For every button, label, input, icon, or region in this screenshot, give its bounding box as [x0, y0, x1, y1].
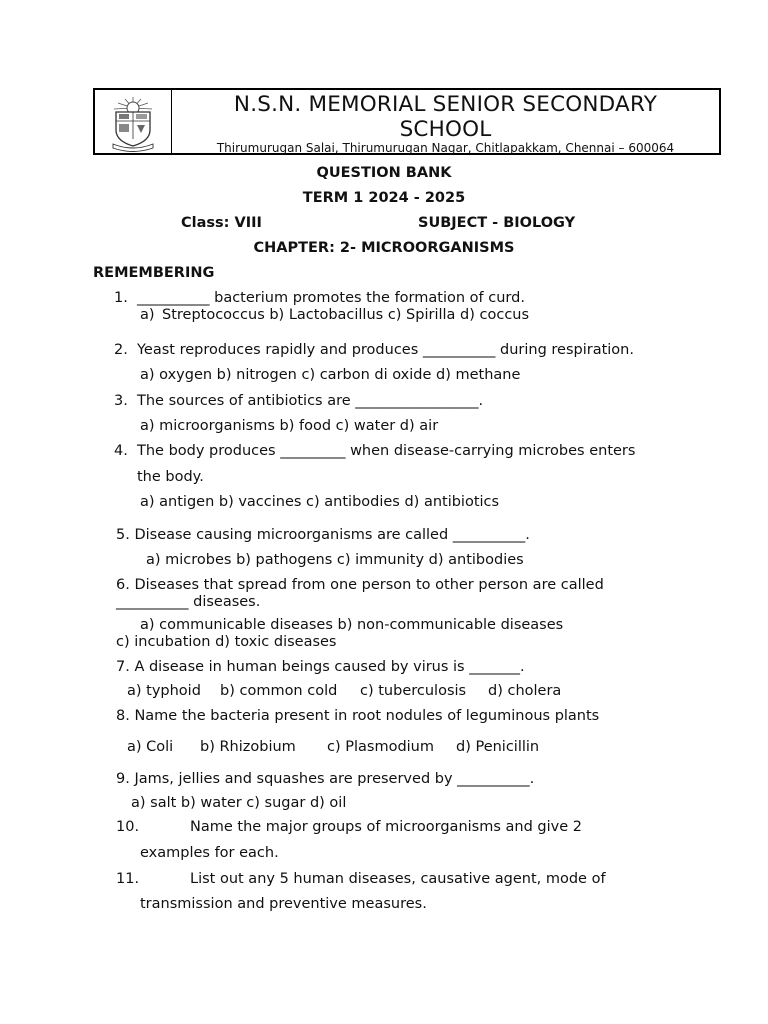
chapter-title: CHAPTER: 2- MICROORGANISMS [253, 240, 515, 256]
question-9-text: 9. Jams, jellies and squashes are preserved by __________. [116, 771, 535, 787]
question-2-options: a) oxygen b) nitrogen c) carbon di oxide d) methane [140, 367, 521, 383]
question-7-option-c: c) tuberculosis [360, 683, 467, 699]
question-4-number: 4. [114, 443, 128, 459]
question-3-options: a) microorganisms b) food c) water d) air [140, 418, 439, 434]
question-4-options: a) antigen b) vaccines c) antibodies d) antibiotics [140, 494, 500, 510]
school-address: Thirumurugan Salai, Thirumurugan Nagar, Chitlapakkam, Chennai – 600064 [216, 141, 675, 155]
question-10-number: 10. [116, 819, 140, 835]
term-title: TERM 1 2024 - 2025 [302, 190, 466, 206]
school-name [172, 92, 719, 142]
question-8-option-c: c) Plasmodium [327, 739, 434, 755]
question-8-option-d: d) Penicillin [456, 739, 540, 755]
question-5-text: 5. Disease causing microorganisms are called __________. [116, 527, 530, 543]
school-name-line1: N.S.N. MEMORIAL SENIOR SECONDARY [233, 92, 658, 117]
question-6-text-line2: __________ diseases. [116, 594, 261, 610]
question-7-text: 7. A disease in human beings caused by virus is _______. [116, 659, 525, 675]
question-1-number: 1. [114, 290, 128, 306]
question-10-text-line2: examples for each. [140, 845, 279, 861]
question-7-option-b: b) common cold [220, 683, 338, 699]
question-2-text: Yeast reproduces rapidly and produces __________ during respiration. [137, 342, 634, 358]
subject-label: SUBJECT - BIOLOGY [418, 215, 576, 231]
question-11-text-line1: List out any 5 human diseases, causative agent, mode of [190, 871, 606, 887]
question-4-text-line2: the body. [137, 469, 204, 485]
school-crest-icon [107, 94, 159, 152]
question-6-options-line2: c) incubation d) toxic diseases [116, 634, 337, 650]
question-1-options: Streptococcus b) Lactobacillus c) Spirilla d) coccus [162, 307, 530, 323]
question-bank-title: QUESTION BANK [316, 165, 452, 181]
question-3-text: The sources of antibiotics are _________________. [137, 393, 484, 409]
question-2-number: 2. [114, 342, 128, 358]
question-11-number: 11. [116, 871, 140, 887]
class-label: Class: VIII [181, 215, 262, 231]
question-7-option-a: a) typhoid [127, 683, 201, 699]
question-4-text-line1: The body produces _________ when disease-carrying microbes enters [137, 443, 636, 459]
logo-cell [95, 90, 172, 153]
question-3-number: 3. [114, 393, 128, 409]
question-5-options: a) microbes b) pathogens c) immunity d) antibodies [146, 552, 524, 568]
question-6-text-line1: 6. Diseases that spread from one person to other person are called [116, 577, 604, 593]
question-1-option-a-marker: a) [140, 307, 155, 323]
question-10-text-line1: Name the major groups of microorganisms and give 2 [190, 819, 582, 835]
section-heading: REMEMBERING [93, 265, 215, 281]
question-9-options: a) salt b) water c) sugar d) oil [131, 795, 347, 811]
school-name-line2: SCHOOL [399, 117, 492, 142]
question-7-option-d: d) cholera [488, 683, 562, 699]
question-8-option-b: b) Rhizobium [200, 739, 296, 755]
school-header [93, 88, 721, 155]
question-1-text: __________ bacterium promotes the formation of curd. [137, 290, 525, 306]
question-11-text-line2: transmission and preventive measures. [140, 896, 427, 912]
question-8-text: 8. Name the bacteria present in root nodules of leguminous plants [116, 708, 600, 724]
question-8-option-a: a) Coli [127, 739, 174, 755]
question-6-options-line1: a) communicable diseases b) non-communicable diseases [140, 617, 564, 633]
